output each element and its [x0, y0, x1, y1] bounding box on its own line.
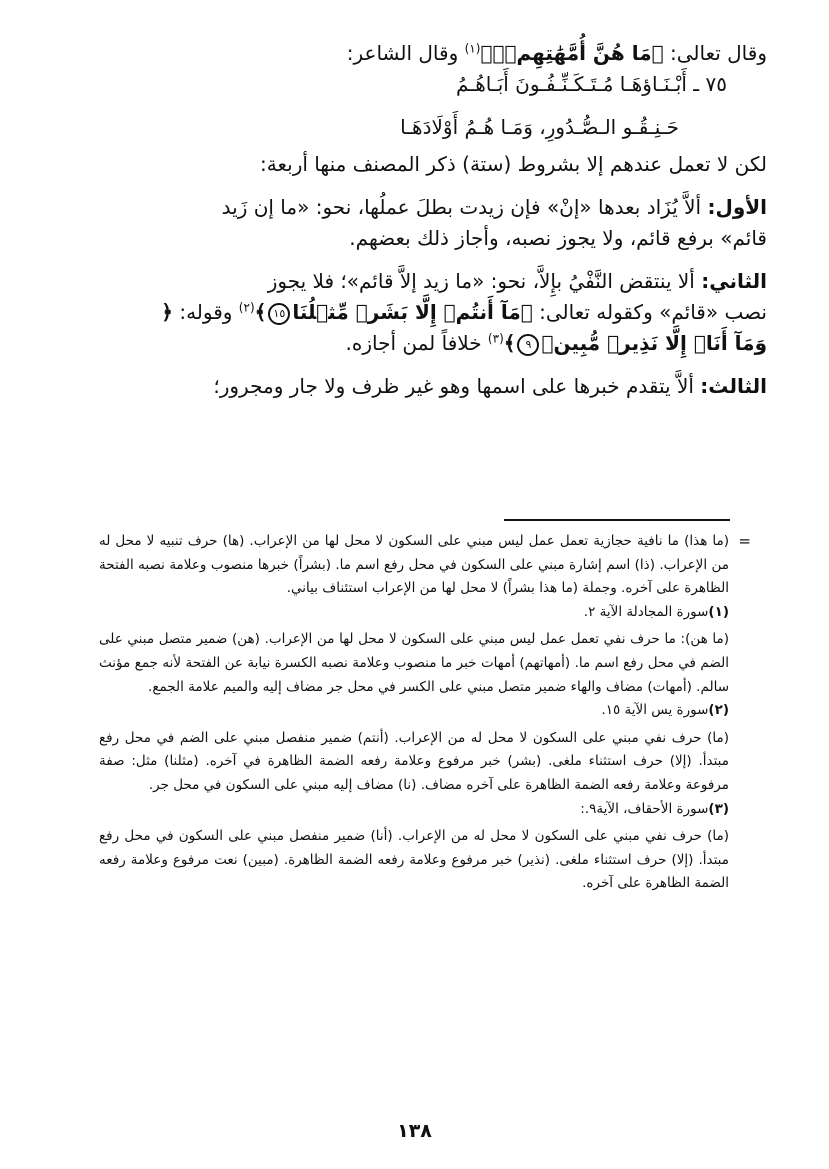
condition-first-cont: قائم» برفع قائم، ولا يجوز نصبه، وأجاز ذلك بعضهم.	[349, 226, 767, 250]
footnote-continued: (ما هذا) ما نافية حجازية تعمل عمل ليس مبني على السكون لا محل لها من الإعراب. (ها) حرف تنبيه لا محل له من الإعراب. (ذا) اسم إشارة مبني على السكون في محل رفع اسم ما. (بشراً) خبرها منصوب وعلامة نصبه الفتحة الظاهرة على آخره. وجملة (ما هذا بشراً) لا محل لها من الإعراب استئناف بياني.	[99, 533, 729, 597]
poem-verse-first-hemistich: ٧٥ ـ أَبْـنَـاؤهَـا مُـتَـكَـنِّـفُـونَ أَبَـاهُـمُ	[456, 72, 727, 96]
poem-number: ٧٥ ـ	[686, 72, 727, 96]
footnote-3: (٣)سورة الأحقاف، الآية٩.:	[580, 800, 729, 817]
footnote-2-body: (ما) حرف نفي مبني على السكون لا محل له من الإعراب. (أنتم) ضمير منفصل مبني على الضم في محل رفع مبتدأ. (إلا) حرف استثناء ملغى. (بشر) خبر مرفوع وعلامة رفعه الضمة الظاهرة في آخره. (مثلنا) مثل: صفة مرفوعة وعلامة رفعه الضمة الظاهرة على آخره مضاف. (نا) مضاف إليه مبني على السكون في محل جر.	[99, 729, 729, 793]
footnote-ref: (١)	[464, 41, 481, 56]
main-text	[62, 38, 767, 402]
condition-label: الثالث:	[700, 374, 767, 398]
condition-label: الثاني:	[701, 269, 767, 293]
poem-verse-second-hemistich: حَـنِـقُـو الـصُّـدُورِ، وَمَـا هُـمُ أَوْلَادَهَـا	[400, 115, 679, 139]
quran-verse: ﴿مَا هُنَّ أُمَّهَٰتِهِمۡۖ﴾	[480, 41, 664, 65]
condition-first: الأول: ألاَّ يُزَاد بعدها «إنْ» فإن زيدت بطلَ عملُها، نحو: «ما إن زَيد	[221, 195, 767, 219]
footnote-2: (٢)سورة يس الآية ١٥.	[601, 702, 729, 719]
quran-quote-line: وقال تعالى: ﴿مَا هُنَّ أُمَّهَٰتِهِمۡۖ﴾$^{(١)}$ وقال الشاعر:	[346, 41, 767, 65]
ayah-number-mark: ١٥	[268, 303, 290, 325]
condition-second-cont2: وَمَآ أَنَا۠ إِلَّا نَذِيرٞ مُّبِينٞ٩﴾$^{(٣)}$ خلافاً لمن أجازه.	[345, 331, 767, 355]
quran-verse: ﴿مَآ أَنتُمۡ إِلَّا بَشَرٞ مِّثۡلُنَا	[292, 300, 533, 324]
condition-third: الثالث: ألاَّ يتقدم خبرها على اسمها وهو غير ظرف ولا جار ومجرور؛	[213, 374, 767, 398]
footnote-1-body: (ما هن): ما حرف نفي تعمل عمل ليس مبني على السكون لا محل لها من الإعراب. (هن) ضمير متصل مبني على الضم في محل رفع اسم ما. (أمهاتهم) أمهات خبر ما منصوب وعلامة نصبه الكسرة نيابة عن الفتحة لأنه جمع مؤنث سالم. (أمهات) مضاف والهاء ضمير متصل مبني على الكسر في محل جر مضاف إليه والميم علامة الجمع.	[99, 631, 729, 695]
condition-label: الأول:	[707, 195, 767, 219]
conditions-intro: لكن لا تعمل عندهم إلا بشروط (ستة) ذكر المصنف منها أربعة:	[260, 152, 767, 176]
footnotes	[99, 530, 729, 896]
page-number: ١٣٨	[397, 1120, 432, 1142]
footnote-1: (١)سورة المجادلة الآية ٢.	[583, 603, 729, 620]
footnote-separator	[504, 519, 730, 521]
footnote-3-body: (ما) حرف نفي مبني على السكون لا محل له من الإعراب. (أنا) ضمير منفصل مبني على السكون في محل رفع مبتدأ. (إلا) حرف استثناء ملغى. (نذير) خبر مرفوع وعلامة رفعه الضمة الظاهرة. (مبين) نعت مرفوع وعلامة رفعه الضمة الظاهرة على آخره.	[99, 828, 729, 892]
footnote-ref: (٢)	[238, 300, 255, 315]
footnote-continuation-mark: =	[738, 532, 751, 550]
condition-second: الثاني: ألا ينتقض النَّفْيُ بإِلاَّ، نحو: «ما زيد إلاَّ قائم»؛ فلا يجوز	[267, 269, 767, 293]
condition-second-cont: نصب «قائم» وكقوله تعالى: ﴿مَآ أَنتُمۡ إِلَّا بَشَرٞ مِّثۡلُنَا١٥﴾$^{(٢)}$ وقوله: ﴿	[161, 300, 767, 324]
footnote-ref: (٣)	[487, 331, 504, 346]
quran-verse: وَمَآ أَنَا۠ إِلَّا نَذِيرٞ مُّبِينٞ	[541, 331, 767, 355]
ayah-number-mark: ٩	[517, 334, 539, 356]
